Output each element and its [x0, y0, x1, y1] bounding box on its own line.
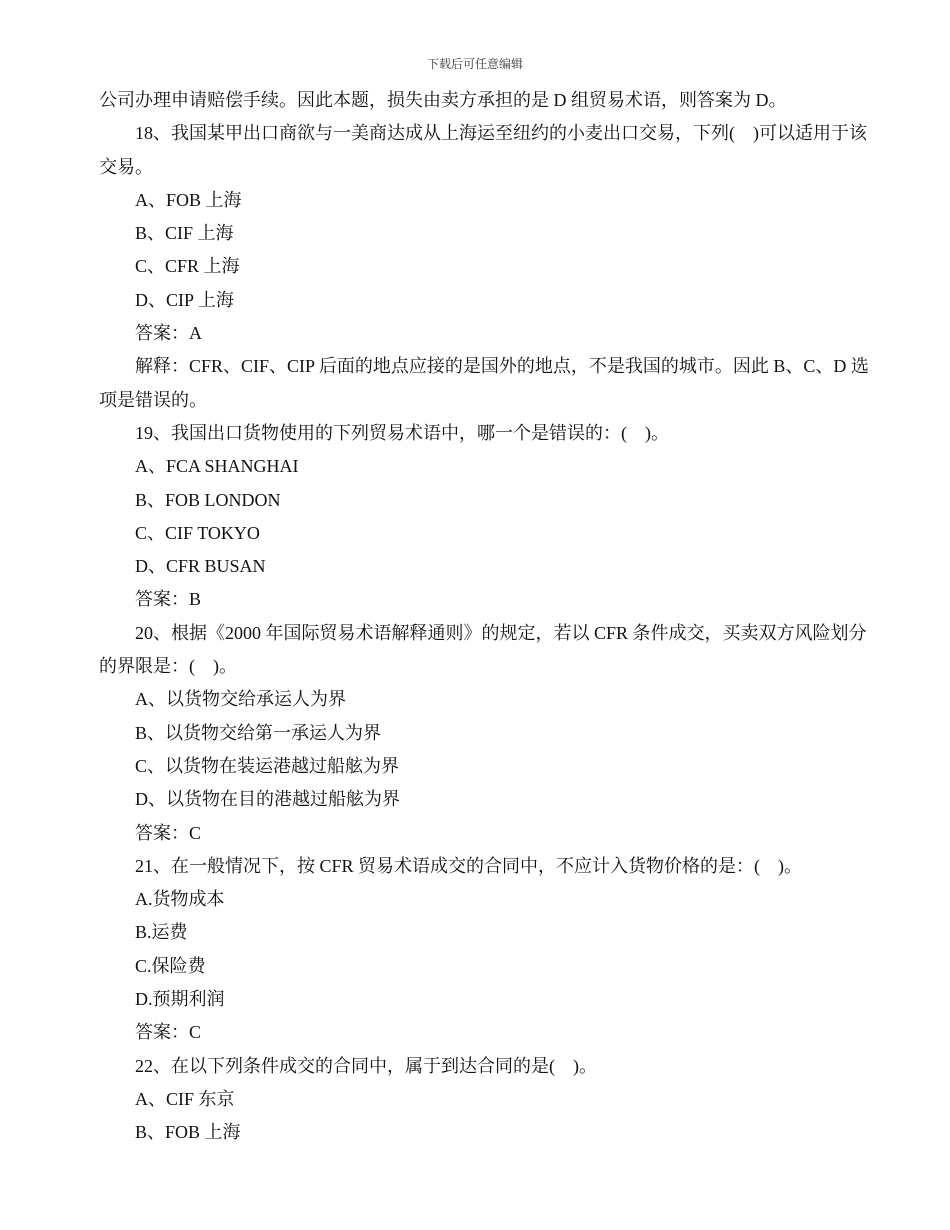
question-22: 22、在以下列条件成交的合同中，属于到达合同的是( )。: [135, 1055, 597, 1076]
answer-18: 答案：A: [135, 323, 202, 344]
explanation-18: 解释：CFR、CIF、CIP 后面的地点应接的是国外的地点，不是我国的城市。因此 B、C、D 选项是错误的。: [99, 356, 869, 410]
option-18-b: B、CIF 上海: [135, 223, 234, 244]
option-18-d: D、CIP 上海: [135, 289, 234, 310]
option-19-b: B、FOB LONDON: [135, 489, 281, 510]
page-header: 下载后可任意编辑: [426, 57, 523, 71]
question-18: 18、我国某甲出口商欲与一美商达成从上海运至纽约的小麦出口交易，下列( )可以适用于该交易。: [99, 123, 867, 177]
option-20-a: A、以货物交给承运人为界: [135, 689, 346, 710]
option-22-b: B、FOB 上海: [135, 1122, 241, 1143]
paragraph-continuation: 公司办理申请赔偿手续。因此本题，损失由卖方承担的是 D 组贸易术语，则答案为 D。: [99, 90, 787, 110]
option-20-d: D、以货物在目的港越过船舷为界: [135, 789, 400, 810]
option-21-c: C.保险费: [135, 955, 206, 976]
option-20-c: C、以货物在装运港越过船舷为界: [135, 755, 400, 776]
document-body: [99, 84, 875, 1150]
option-18-a: A、FOB 上海: [135, 189, 242, 210]
option-19-a: A、FCA SHANGHAI: [135, 456, 299, 477]
option-20-b: B、以货物交给第一承运人为界: [135, 722, 382, 743]
option-18-c: C、CFR 上海: [135, 256, 240, 277]
option-21-b: B.运费: [135, 922, 188, 943]
answer-19: 答案：B: [135, 589, 202, 610]
answer-21: 答案：C: [135, 1022, 202, 1043]
option-21-a: A.货物成本: [135, 889, 225, 910]
question-21: 21、在一般情况下，按 CFR 贸易术语成交的合同中，不应计入货物价格的是：( )。: [135, 855, 803, 876]
answer-20: 答案：C: [135, 822, 202, 843]
question-19: 19、我国出口货物使用的下列贸易术语中，哪一个是错误的：( )。: [135, 422, 669, 443]
question-20: 20、根据《2000 年国际贸易术语解释通则》的规定，若以 CFR 条件成交，买卖双方风险划分的界限是：( )。: [99, 622, 867, 677]
option-21-d: D.预期利润: [135, 989, 225, 1010]
option-22-a: A、CIF 东京: [135, 1088, 235, 1109]
option-19-c: C、CIF TOKYO: [135, 522, 260, 543]
option-19-d: D、CFR BUSAN: [135, 556, 266, 577]
